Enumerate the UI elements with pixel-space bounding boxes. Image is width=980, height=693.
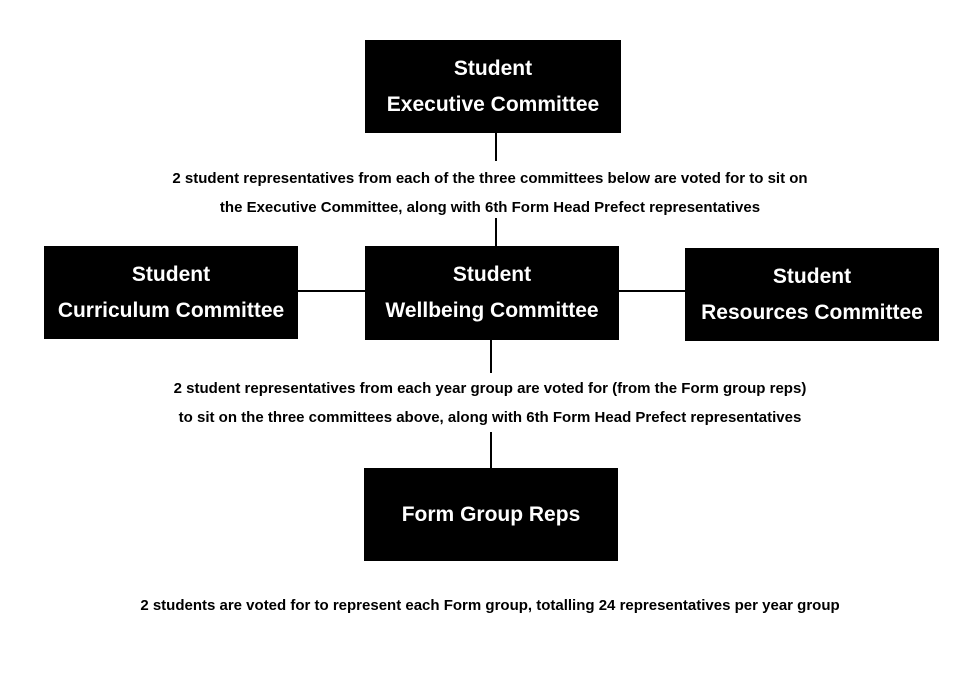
connector-wellbeing-resources — [619, 290, 685, 292]
form-group-reps-box — [364, 468, 618, 561]
resources-committee-line2: Resources Committee — [701, 300, 923, 324]
committee-selection-caption — [0, 374, 980, 432]
committee-selection-line2: to sit on the three committees above, along with 6th Form Head Prefect representatives — [178, 409, 802, 426]
curriculum-committee-line2: Curriculum Committee — [57, 298, 285, 322]
executive-committee-box — [365, 40, 621, 133]
form-selection-line1: 2 students are voted for to represent each Form group, totalling 24 representatives per year group — [140, 597, 840, 614]
curriculum-committee-line1: Student — [131, 262, 211, 286]
executive-committee-line2: Executive Committee — [386, 92, 600, 116]
executive-selection-line1: 2 student representatives from each of the three committees below are voted for to sit on — [172, 170, 808, 187]
connector-wellbeing-down — [490, 340, 492, 373]
form-group-reps-label: Form Group Reps — [401, 502, 581, 526]
resources-committee-line1: Student — [772, 264, 852, 288]
executive-selection-line2: the Executive Committee, along with 6th Form Head Prefect representatives — [219, 199, 761, 216]
form-selection-caption — [0, 591, 980, 620]
executive-committee-line1: Student — [453, 56, 533, 80]
committee-selection-line1: 2 student representatives from each year group are voted for (from the Form group reps) — [173, 380, 807, 397]
wellbeing-committee-line2: Wellbeing Committee — [385, 299, 599, 322]
resources-committee-box — [685, 248, 939, 341]
executive-selection-caption — [0, 164, 980, 222]
connector-curriculum-wellbeing — [298, 290, 365, 292]
curriculum-committee-box — [44, 246, 298, 339]
connector-to-form-reps — [490, 432, 492, 468]
connector-to-wellbeing — [495, 218, 497, 246]
wellbeing-committee-line1: Student — [452, 263, 532, 286]
connector-executive-down — [495, 133, 497, 161]
wellbeing-committee-box — [365, 246, 619, 340]
